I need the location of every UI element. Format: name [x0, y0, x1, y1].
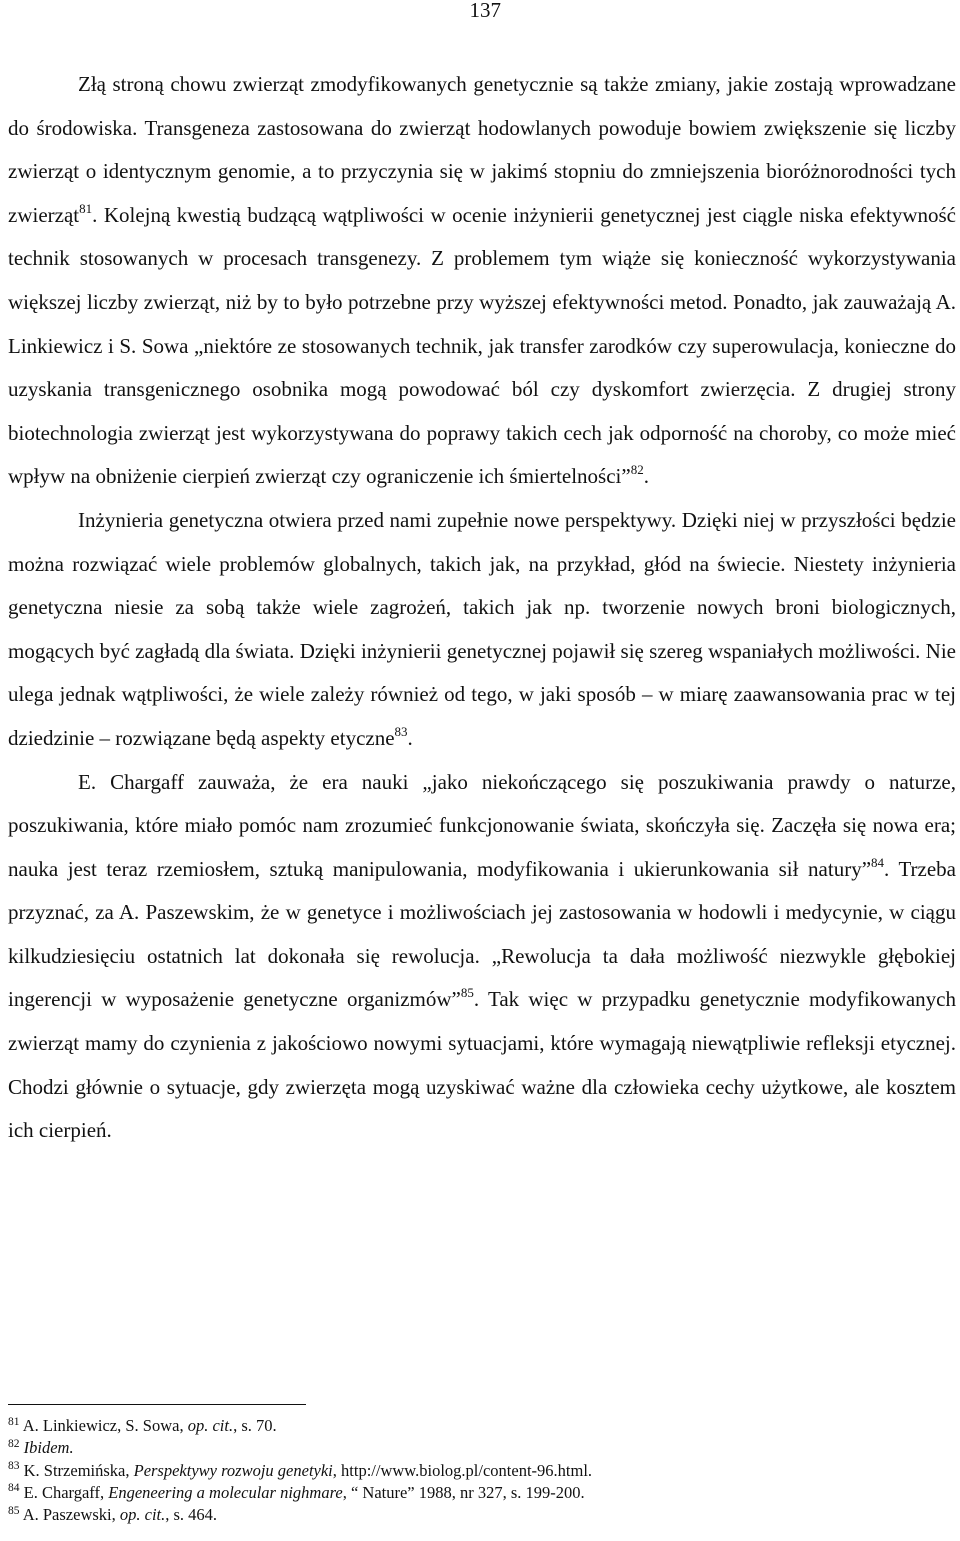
- footnote-number: 83: [8, 1460, 20, 1473]
- paragraph-text: . Trzeba przyznać, za A. Paszewskim, że w genetyce i możliwościach jej zastosowania w hodowli i medycynie, w ciągu kilkudziesięciu ostatnich lat dokonała się rewolucja. „Rewolucja ta dała możliwość niezwykle głębokiej ingerencji w wyposażenie genetyczne organizmów”: [8, 856, 956, 1012]
- footnote-text: A. Linkiewicz, S. Sowa,: [19, 1416, 188, 1435]
- footnote-title: Ibidem.: [23, 1438, 74, 1458]
- footnote-text: , “ Nature” 1988, nr 327, s. 199-200.: [342, 1482, 585, 1502]
- footnote-number: 81: [8, 1415, 20, 1428]
- footnote: [8, 1415, 956, 1437]
- footnote-text: , s. 70.: [233, 1416, 277, 1435]
- footnote-separator: [8, 1404, 306, 1405]
- paragraph-text: . Kolejną kwestią budzącą wątpliwości w ocenie inżynierii genetycznej jest ciągle niska efektywność technik stosowanych w procesach transgenezy. Z problemem tym wiąże się konieczność wykorzystywania większej liczby zwierząt, niż by to było potrzebne przy wyższej efektywności metod. Ponadto, jak zauważają A. Linkiewicz i S. Sowa „niektóre ze stosowanych technik, jak transfer zarodków czy superowulacja, konieczne do uzyskania transgenicznego osobnika mogą powodować ból czy dyskomfort zwierzęcia. Z drugiej strony biotechnologia zwierząt jest wykorzystywana do poprawy takich cech jak odporność na choroby, co może mieć wpływ na obniżenie cierpień zwierząt czy ograniczenie ich śmiertelności”: [8, 202, 956, 489]
- footnote: [8, 1482, 956, 1504]
- footnotes: [8, 1415, 956, 1526]
- footnote: [8, 1460, 956, 1482]
- footnote-reference[interactable]: 81: [79, 200, 93, 216]
- paragraph-text: Inżynieria genetyczna otwiera przed nami zupełnie nowe perspektywy. Dzięki niej w przyszłości będzie można rozwiązać wiele problemów globalnych, takich jak, na przykład, głód na świecie. Niestety inżynieria genetyczna niesie za sobą także wiele zagrożeń, takich jak np. tworzenie nowych broni biologicznych, mogących być zagładą dla świata. Dzięki inżynierii genetycznej pojawił się szereg wspaniałych możliwości. Nie ulega jednak wątpliwości, że wiele zależy również od tego, w jaki sposób – w miarę zaawansowania prac w tej dziedzinie – rozwiązane będą aspekty etyczne: [8, 507, 956, 750]
- footnote-reference[interactable]: 84: [871, 854, 885, 870]
- paragraph: [8, 63, 956, 499]
- footnote-title: op. cit.: [119, 1505, 166, 1525]
- footnote-number: 82: [8, 1437, 20, 1450]
- footnote-text: E. Chargaff,: [19, 1482, 109, 1502]
- paragraph: [8, 761, 956, 1153]
- footnote-title: Engeneering a molecular nighmare: [108, 1482, 343, 1502]
- footnote-title: op. cit.: [187, 1416, 234, 1435]
- footnote-reference[interactable]: 82: [630, 462, 644, 478]
- footnote-text: K. Strzemińska,: [19, 1460, 134, 1480]
- paragraph-text: .: [407, 725, 413, 750]
- footnote-text: , http://www.biolog.pl/content-96.html.: [332, 1460, 593, 1480]
- paragraph-text: Złą stroną chowu zwierząt zmodyfikowanych genetycznie są także zmiany, jakie zostają wprowadzane do środowiska. Transgeneza zastosowana do zwierząt hodowlanych powoduje bowiem zwiększenie się liczby zwierząt o identycznym genomie, a to przyczynia się w jakimś stopniu do zmniejszenia bioróżnorodności tych zwierząt: [8, 72, 956, 227]
- body-text: [8, 63, 956, 1153]
- paragraph: [8, 499, 956, 761]
- page-number: 137: [469, 0, 501, 22]
- footnote: [8, 1437, 956, 1459]
- footnote: [8, 1504, 956, 1526]
- footnote-reference[interactable]: 85: [460, 985, 474, 1001]
- paragraph-text: . Tak więc w przypadku genetycznie modyfikowanych zwierząt mamy do czynienia z jakościowo nowymi sytuacjami, które wymagają niewątpliwie refleksji etycznej. Chodzi głównie o sytuacje, gdy zwierzęta mogą uzyskiwać ważne dla człowieka cechy użytkowe, ale kosztem ich cierpień.: [8, 987, 956, 1143]
- footnote-text: , s. 464.: [165, 1505, 218, 1525]
- paragraph-text: E. Chargaff zauważa, że era nauki „jako niekończącego się poszukiwania prawdy o naturze, poszukiwania, które miało pomóc nam zrozumieć funkcjonowanie świata, skończyła się. Zaczęła się nowa era; nauka jest teraz rzemiosłem, sztuką manipulowania, modyfikowania i ukierunkowania sił natury”: [8, 769, 956, 881]
- footnote-number: 84: [8, 1482, 20, 1495]
- footnote-number: 85: [8, 1504, 20, 1517]
- footnote-text: A. Paszewski,: [19, 1505, 120, 1525]
- footnote-reference[interactable]: 83: [394, 723, 408, 739]
- paragraph-text: .: [643, 464, 649, 489]
- footnote-title: Perspektywy rozwoju genetyki: [133, 1460, 333, 1480]
